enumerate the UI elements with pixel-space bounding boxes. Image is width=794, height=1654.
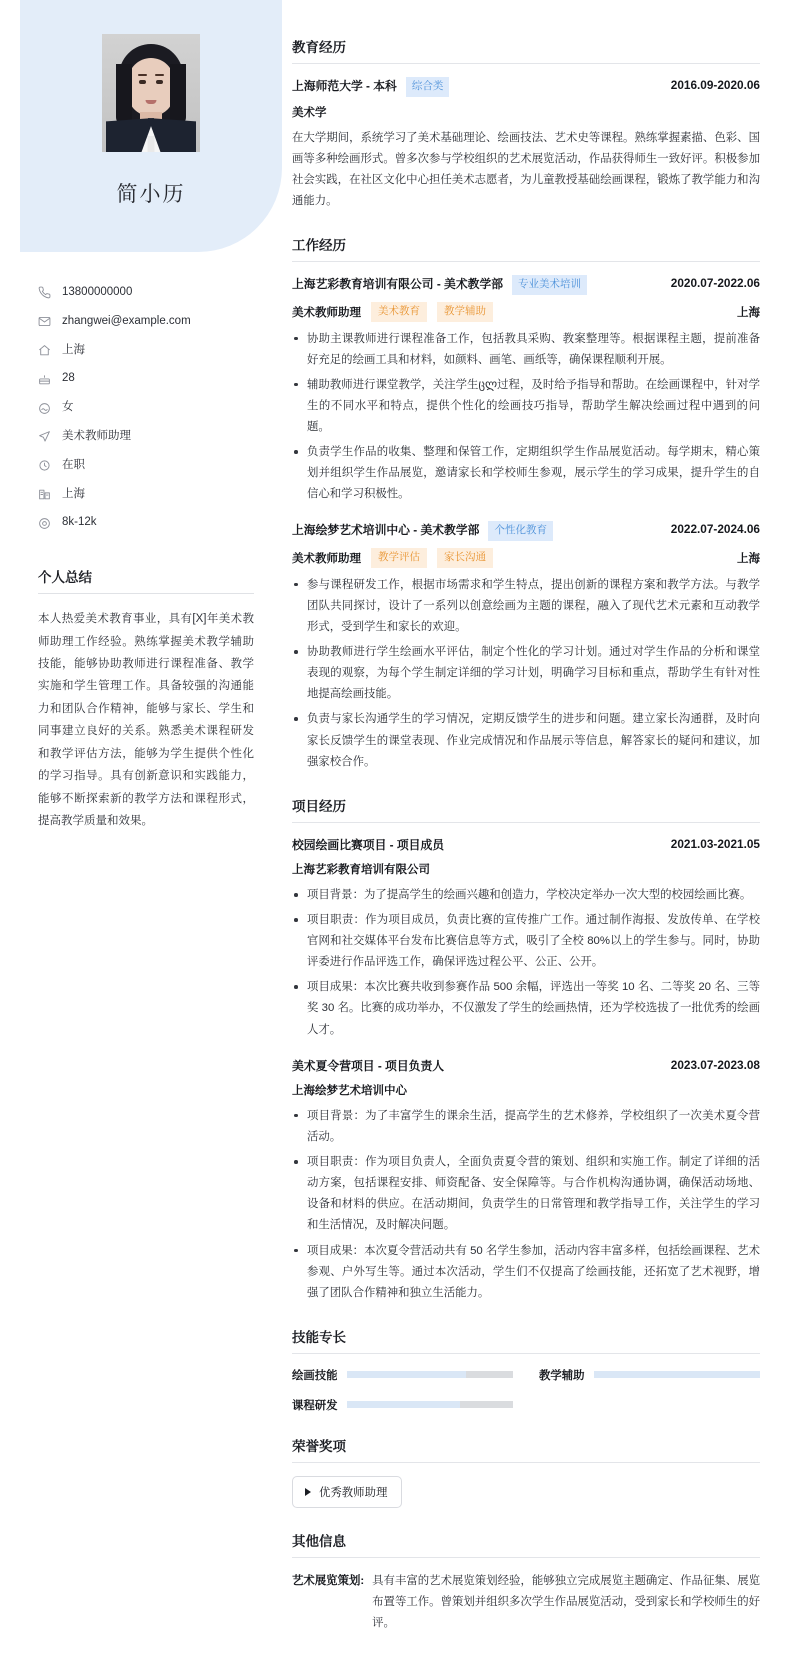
contact-item-gender (38, 401, 282, 415)
work-bullets (292, 575, 760, 773)
education-section (292, 36, 760, 212)
bullet-item: 项目职责：作为项目负责人，全面负责夏令营的策划、组织和实施工作。制定了详细的活动方案，包括课程安排、师资配备、安全保障等。与合作机构沟通协调，确保活动场地、设备和材料的供应。在活动期间，负责学生的日常管理和教学指导工作，关注学生的学习和生活情况，及时解决问题。 (292, 1152, 760, 1236)
bullet-item: 项目背景：为了提高学生的绘画兴趣和创造力，学校决定举办一次大型的校园绘画比赛。 (292, 885, 760, 906)
bullet-item: 负责与家长沟通学生的学习情况，定期反馈学生的进步和问题。建立家长沟通群，及时向家长反馈学生的课堂表现、作业完成情况和作品展示等信息，解答家长的疑问和建议，加强家校合作。 (292, 709, 760, 772)
work-role-tag: 美术教育 (371, 302, 427, 322)
skill-progress-fill (347, 1371, 467, 1378)
contact-item-status (38, 459, 282, 473)
education-entry (292, 77, 760, 212)
project-company: 上海绘梦艺术培训中心 (292, 1084, 407, 1097)
skill-progress-fill (594, 1371, 760, 1378)
contact-value: zhangwei@example.com (62, 314, 191, 327)
phone-icon (38, 286, 51, 299)
project-name: 美术夏令营项目 - 项目负责人 (292, 1058, 445, 1073)
project-entry (292, 1057, 760, 1304)
education-tag: 综合类 (406, 77, 450, 97)
gender-icon (38, 402, 51, 415)
projects-section (292, 795, 760, 1304)
work-section (292, 234, 760, 773)
contact-item-email (38, 315, 282, 329)
education-major: 美术学 (292, 106, 327, 119)
project-date: 2023.07-2023.08 (670, 1057, 760, 1072)
skill-progress-track (347, 1401, 513, 1408)
contact-item-salary (38, 516, 282, 530)
bullet-item: 项目背景：为了丰富学生的课余生活，提高学生的艺术修养，学校组织了一次美术夏令营活动。 (292, 1106, 760, 1148)
cake-icon (38, 373, 51, 386)
work-date: 2020.07-2022.06 (670, 276, 760, 291)
skill-item (539, 1367, 760, 1383)
city-icon (38, 488, 51, 501)
bullet-item: 参与课程研发工作，根据市场需求和学生特点，提出创新的课程方案和教学方法。与教学团队共同探讨，设计了一系列以创意绘画为主题的课程，融入了现代艺术元素和互动教学形式，受到学生和家长的欢迎。 (292, 575, 760, 638)
other-info-title: 其他信息 (292, 1530, 760, 1558)
education-school: 上海师范大学 - 本科 (292, 79, 397, 93)
project-bullets (292, 885, 760, 1041)
entry-subheader (292, 302, 760, 322)
work-tag: 个性化教育 (488, 521, 553, 541)
work-title: 工作经历 (292, 234, 760, 262)
skill-item (292, 1367, 513, 1383)
award-label: 优秀教师助理 (319, 1486, 388, 1499)
entry-header (292, 836, 760, 854)
skills-grid (292, 1367, 760, 1413)
awards-title: 荣誉奖项 (292, 1435, 760, 1463)
contact-value: 上海 (62, 487, 85, 500)
work-location: 上海 (737, 553, 760, 565)
contact-value: 8k-12k (62, 516, 97, 529)
award-chip[interactable] (292, 1476, 402, 1508)
contact-item-city (38, 488, 282, 502)
work-company: 上海绘梦艺术培训中心 - 美术教学部 (292, 523, 480, 538)
project-entry (292, 836, 760, 1041)
bullet-item: 协助主课教师进行课程准备工作，包括教具采购、教案整理等。根据课程主题，提前准备好充足的绘画工具和材料，如颜料、画笔、画纸等，确保课程顺利开展。 (292, 329, 760, 371)
page-title: 简小历 (116, 183, 186, 206)
position-icon (38, 430, 51, 443)
work-role: 美术教师助理 (292, 553, 361, 565)
entry-header (292, 1057, 760, 1075)
skills-section (292, 1326, 760, 1413)
skill-item (292, 1397, 513, 1413)
work-company: 上海艺彩教育培训有限公司 - 美术教学部 (292, 277, 504, 292)
work-tag: 专业美术培训 (512, 275, 587, 295)
education-description: 在大学期间，系统学习了美术基础理论、绘画技法、艺术史等课程。熟练掌握素描、色彩、国画等多种绘画形式。曾多次参与学校组织的艺术展览活动，作品获得师生一致好评。积极参加社会实践，在社区文化中心担任美术志愿者，为儿童教授基础绘画课程，锻炼了教学能力和沟通能力。 (292, 131, 760, 208)
bullet-item: 协助教师进行学生绘画水平评估，制定个性化的学习计划。通过对学生作品的分析和课堂表现的观察，为每个学生制定详细的学习计划，明确学习目标和重点，帮助学生有针对性地提高绘画技能。 (292, 642, 760, 705)
work-role-tag: 教学评估 (371, 548, 427, 568)
entry-header (292, 77, 760, 97)
work-role: 美术教师助理 (292, 306, 361, 319)
skill-progress-track (594, 1371, 760, 1378)
skill-label: 教学辅助 (539, 1369, 585, 1382)
contact-value: 13800000000 (62, 286, 133, 298)
summary-section (38, 566, 254, 832)
work-entry (292, 521, 760, 772)
contact-item-position (38, 430, 282, 444)
contact-value: 在职 (62, 458, 85, 471)
sidebar (0, 0, 282, 1654)
project-date: 2021.03-2021.05 (670, 836, 760, 851)
bullet-item: 项目成果：本次比赛共收到参赛作品 500 余幅，评选出一等奖 10 名、二等奖 20 名、三等奖 30 名。比赛的成功举办，不仅激发了学生的绘画热情，还为学校选拔了一批优秀的绘画人才。 (292, 977, 760, 1040)
skill-progress-fill (347, 1401, 460, 1408)
contact-value: 美术教师助理 (62, 429, 131, 442)
other-info-item (292, 1571, 760, 1634)
other-info-label: 艺术展览策划: (292, 1574, 365, 1587)
education-date: 2016.09-2020.06 (670, 78, 760, 92)
caret-right-icon (305, 1488, 311, 1496)
salary-icon (38, 517, 51, 530)
awards-list (292, 1476, 760, 1508)
bullet-item: 项目成果：本次夏令营活动共有 50 名学生参加，活动内容丰富多样，包括绘画课程、艺术参观、户外写生等。通过本次活动，学生们不仅提高了绘画技能，还拓宽了艺术视野，增强了团队合作精神和独立生活能力。 (292, 1241, 760, 1304)
projects-title: 项目经历 (292, 795, 760, 823)
work-date: 2022.07-2024.06 (670, 522, 760, 537)
skill-label: 课程研发 (292, 1399, 338, 1412)
entry-header (292, 275, 760, 295)
project-company: 上海艺彩教育培训有限公司 (292, 864, 430, 876)
entry-subheader (292, 548, 760, 568)
awards-section (292, 1435, 760, 1508)
bullet-item: 辅助教师进行课堂教学，关注学生ცლ过程，及时给予指导和帮助。在绘画课程中，针对学生的不同水平和特点，提供个性化的绘画技巧指导，帮助学生解决绘画过程中遇到的问题。 (292, 375, 760, 438)
entry-header (292, 521, 760, 541)
status-icon (38, 459, 51, 472)
other-info-section (292, 1530, 760, 1634)
work-role-tag: 家长沟通 (437, 548, 493, 568)
skill-label: 绘画技能 (292, 1369, 338, 1382)
work-bullets (292, 329, 760, 506)
skills-title: 技能专长 (292, 1326, 760, 1354)
contact-value: 上海 (62, 343, 85, 356)
main-content (282, 0, 794, 1654)
contact-item-home (38, 344, 282, 358)
bullet-item: 负责学生作品的收集、整理和保管工作，定期组织学生作品展览活动。每学期末，精心策划并组织学生作品展览，邀请家长和学校师生参观，展示学生的学习成果，提升学生的自信心和学习积极性。 (292, 442, 760, 505)
profile-header (20, 0, 282, 252)
avatar (102, 34, 200, 152)
contact-item-phone (38, 286, 282, 300)
other-info-text: 具有丰富的艺术展览策划经验，能够独立完成展览主题确定、作品征集、展览布置等工作。曾策划并组织多次学生作品展览活动，受到家长和学校师生的好评。 (372, 1574, 760, 1629)
bullet-item: 项目职责：作为项目成员，负责比赛的宣传推广工作。通过制作海报、发放传单、在学校官网和社交媒体平台发布比赛信息等方式，吸引了全校 80%以上的学生参与。同时，协助评委进行作品评选工作，确保评选过程公平、公正、公开。 (292, 910, 760, 973)
project-name: 校园绘画比赛项目 - 项目成员 (292, 837, 445, 852)
work-entry (292, 275, 760, 505)
education-title: 教育经历 (292, 36, 760, 64)
contact-value: 28 (62, 372, 75, 385)
contact-list (0, 286, 282, 530)
work-location: 上海 (737, 306, 760, 319)
contact-item-age (38, 372, 282, 386)
summary-title: 个人总结 (38, 566, 254, 594)
home-icon (38, 344, 51, 357)
email-icon (38, 315, 51, 328)
contact-value: 女 (62, 401, 74, 414)
skill-progress-track (347, 1371, 513, 1378)
summary-text: 本人热爱美术教育事业，具有[X]年美术教师助理工作经验。熟练掌握美术教学辅助技能，能够协助教师进行课程准备、教学实施和学生管理工作。具备较强的沟通能力和团队合作精神，能够与家长、学生和同事建立良好的关系。熟悉美术课程研发和教学评估方法，能够为学生提供个性化的学习指导。具有创新意识和实践能力，能够不断探索新的教学方法和课程形式，提高教学质量和效果。 (38, 613, 254, 827)
work-role-tag: 教学辅助 (437, 302, 493, 322)
project-bullets (292, 1106, 760, 1304)
